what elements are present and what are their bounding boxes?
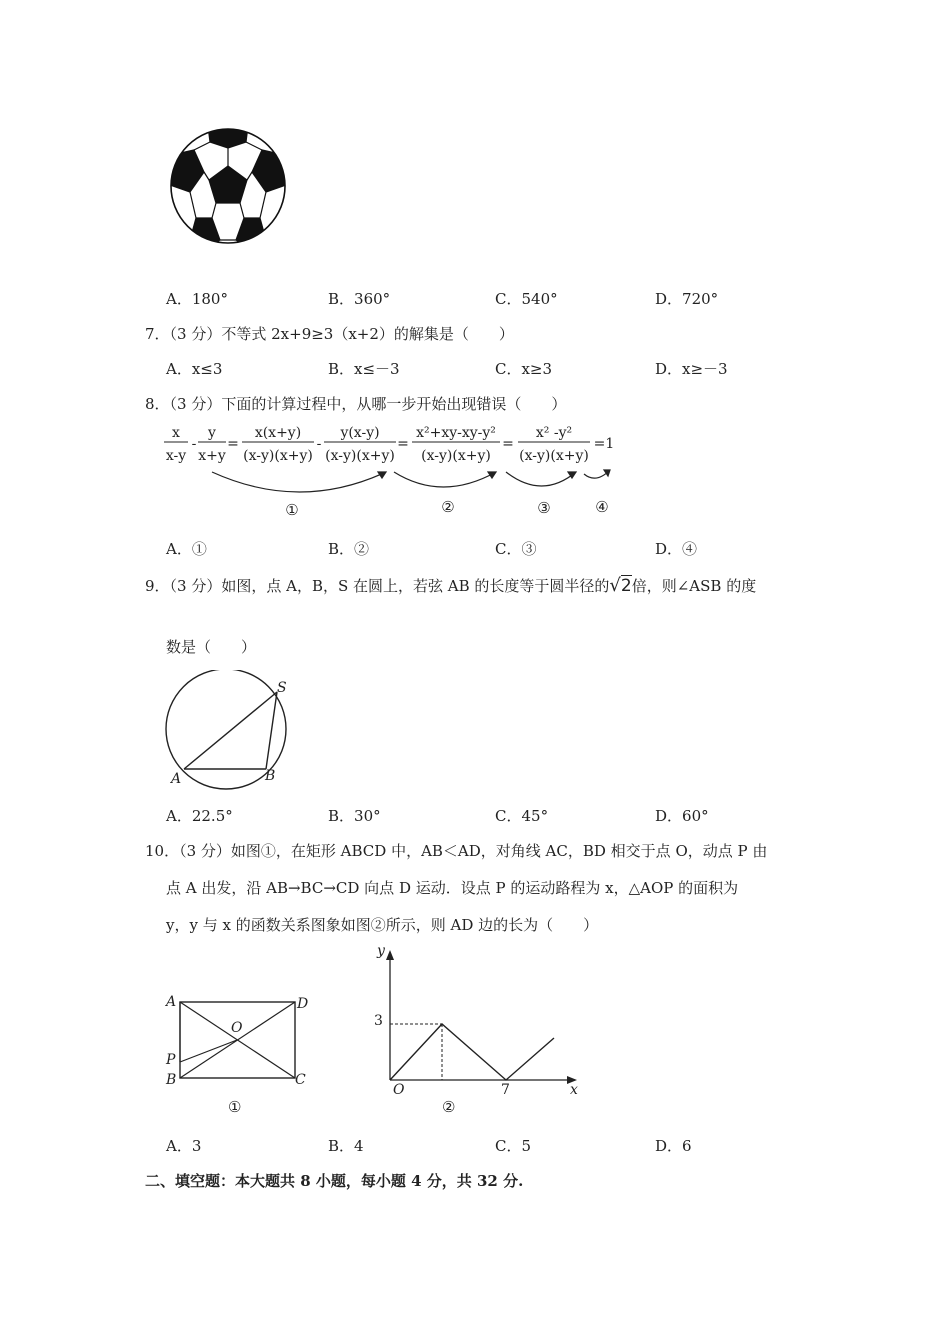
q8-t5-den: (x-y)(x+y) [421, 448, 491, 464]
soccer-ball-figure [164, 122, 292, 250]
q8-t6-num: x² -y² [535, 425, 573, 441]
q8-option-b[interactable]: B．② [328, 540, 370, 558]
q10-option-d[interactable]: D．6 [655, 1137, 692, 1155]
q10-fig2-tick-3: 3 [374, 1013, 383, 1029]
q7-option-b[interactable]: B．x≤－3 [328, 360, 400, 378]
q8-t1-den: x-y [165, 448, 187, 464]
q10-fig1-label-a: A [166, 994, 177, 1010]
q10-option-a[interactable]: A．3 [166, 1137, 202, 1155]
q10-fig1-label-b: B [166, 1072, 177, 1088]
q8-eq4: =1 [593, 436, 615, 452]
q8-arc-3 [506, 472, 576, 486]
q7-option-c[interactable]: C．x≥3 [495, 360, 553, 378]
q10-fig2-caption: ② [442, 1098, 456, 1116]
q10-option-c[interactable]: C．5 [495, 1137, 532, 1155]
q6-option-d[interactable]: D．720° [655, 290, 719, 308]
q8-minus2: - [316, 436, 322, 452]
q8-formula-figure [160, 420, 620, 522]
q8-t4-num: y(x-y) [340, 425, 380, 441]
q8-t2-den: x+y [198, 448, 226, 464]
q8-t4-den: (x-y)(x+y) [325, 448, 395, 464]
q9-option-b[interactable]: B．30° [328, 807, 381, 825]
q9-stem-a: 9．（3 分）如图，点 A，B，S 在圆上，若弦 AB 的长度等于圆半径的 [145, 577, 610, 595]
q8-option-a[interactable]: A．① [166, 540, 207, 558]
q10-fig1-label-p: P [166, 1052, 176, 1068]
q7-option-d[interactable]: D．x≥－3 [655, 360, 728, 378]
q10-fig1-label-o: O [231, 1020, 243, 1036]
q7-stem: 7．（3 分）不等式 2x+9≥3（x+2）的解集是（ ） [145, 325, 514, 343]
q8-eq2: = [397, 436, 409, 452]
q8-t1-num: x [172, 425, 180, 441]
section-2-title: 二、填空题：本大题共 8 小题，每小题 4 分，共 32 分. [145, 1172, 524, 1190]
q8-option-c[interactable]: C．③ [495, 540, 537, 558]
q10-fig1-caption: ① [228, 1098, 242, 1116]
q10-fig1-label-c: C [295, 1072, 306, 1088]
q6-option-a[interactable]: A．180° [166, 290, 228, 308]
q8-eq3: = [502, 436, 514, 452]
q10-fig2-axis-x: x [570, 1082, 578, 1098]
q10-stem-line1: 10．（3 分）如图①，在矩形 ABCD 中，AB＜AD，对角线 AC，BD 相交于点 O，动点 P 由 [145, 842, 768, 860]
sqrt-symbol: √ [609, 575, 621, 596]
q10-fig2-tick-7: 7 [501, 1082, 510, 1098]
q9-circle-figure [160, 670, 295, 792]
q10-stem-line3: y，y 与 x 的函数关系图象如图②所示，则 AD 边的长为（ ） [166, 916, 599, 934]
q8-t5-num: x²+xy-xy-y² [416, 425, 496, 441]
q8-minus1: - [191, 436, 197, 452]
q10-fig2-origin: O [393, 1082, 405, 1098]
q9-label-a: A [171, 771, 182, 787]
q8-t3-den: (x-y)(x+y) [243, 448, 313, 464]
q8-step-1: ① [285, 501, 299, 519]
q7-option-a[interactable]: A．x≤3 [166, 360, 223, 378]
q8-stem: 8．（3 分）下面的计算过程中，从哪一步开始出现错误（ ） [145, 395, 567, 413]
q6-option-b[interactable]: B．360° [328, 290, 391, 308]
q8-t6-den: (x-y)(x+y) [519, 448, 589, 464]
q10-figure-1-rectangle [160, 990, 320, 1120]
q8-t3-num: x(x+y) [254, 425, 302, 441]
q9-stem-b: 倍，则∠ASB 的度 [631, 577, 757, 595]
q9-stem-line2: 数是（ ） [166, 638, 257, 656]
q8-option-d[interactable]: D．④ [655, 540, 698, 558]
q10-option-b[interactable]: B．4 [328, 1137, 364, 1155]
q9-option-a[interactable]: A．22.5° [166, 807, 233, 825]
q10-stem-line2: 点 A 出发，沿 AB→BC→CD 向点 D 运动．设点 P 的运动路程为 x，△AOP 的面积为 [166, 879, 739, 897]
q10-fig1-label-d: D [297, 996, 309, 1012]
q6-option-c[interactable]: C．540° [495, 290, 558, 308]
q8-eq1: = [227, 436, 239, 452]
q9-stem-line1 [145, 576, 756, 596]
q8-t2-num: y [208, 425, 216, 441]
q9-label-s: S [277, 680, 287, 696]
q9-sqrt-value: 2 [620, 576, 632, 596]
q8-arc-1 [212, 472, 386, 492]
q10-figure-2-graph [360, 940, 585, 1120]
q9-option-d[interactable]: D．60° [655, 807, 709, 825]
q10-fig2-axis-y: y [377, 943, 385, 959]
q8-step-3: ③ [537, 499, 551, 517]
q9-option-c[interactable]: C．45° [495, 807, 549, 825]
q8-step-2: ② [441, 498, 455, 516]
q8-arc-2 [394, 472, 496, 487]
q8-step-4: ④ [595, 498, 609, 516]
q9-label-b: B [265, 768, 276, 784]
